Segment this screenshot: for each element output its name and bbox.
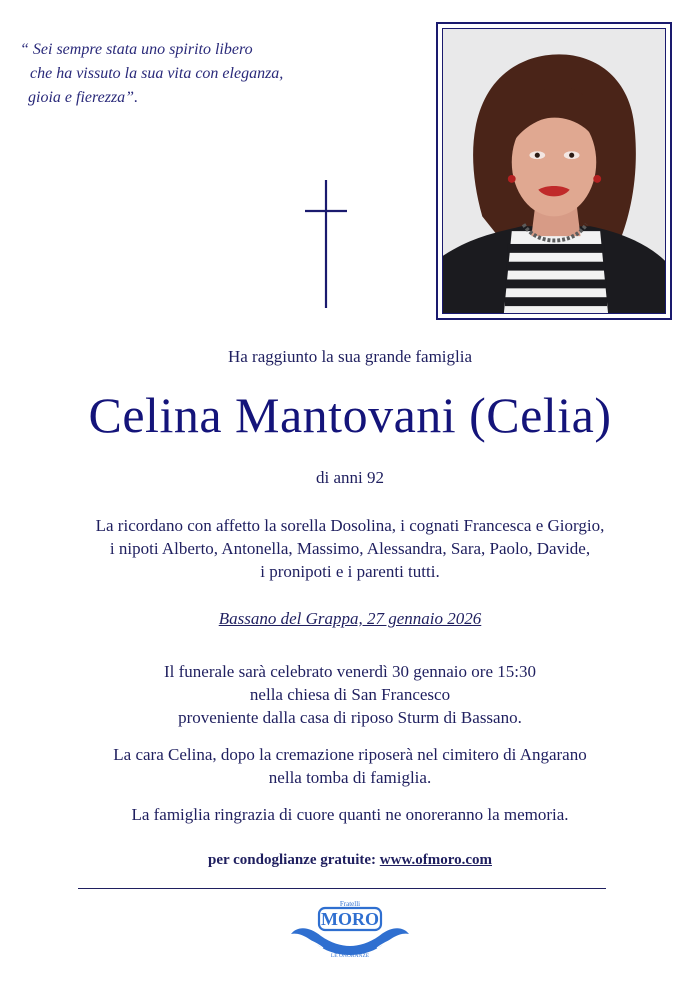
funeral-details [0, 660, 700, 729]
funeral-line: nella chiesa di San Francesco [249, 685, 451, 704]
relatives-line: i nipoti Alberto, Antonella, Massimo, Alessandra, Sara, Paolo, Davide, [109, 539, 591, 558]
logo-bottom-text: LE ONORANZE [330, 953, 370, 958]
funeral-line: proveniente dalla casa di riposo Sturm di Bassano. [178, 708, 522, 727]
quote-line: gioia e fierezza”. [28, 89, 139, 106]
condolences-line [0, 852, 700, 869]
burial-details [0, 743, 700, 789]
deceased-name: Celina Mantovani (Celia) [88, 387, 612, 443]
quote-line: “ Sei sempre stata uno spirito libero [20, 41, 253, 58]
memorial-quote [20, 38, 350, 110]
thanks-text: La famiglia ringrazia di cuore quanti ne onoreranno la memoria. [131, 805, 569, 824]
cross-icon [304, 180, 348, 308]
place-date: Bassano del Grappa, 27 gennaio 2026 [218, 609, 482, 628]
logo-top-text: Fratelli [339, 900, 361, 908]
portrait-photo-frame [436, 22, 672, 320]
quote-line: che ha vissuto la sua vita con eleganza, [30, 65, 284, 82]
funeral-line: Il funerale sarà celebrato venerdì 30 gennaio ore 15:30 [164, 662, 536, 681]
relatives-line: La ricordano con affetto la sorella Dosolina, i cognati Francesca e Giorgio, [95, 516, 605, 535]
burial-line: La cara Celina, dopo la cremazione riposerà nel cimitero di Angarano [113, 745, 587, 764]
condolences-label: per condoglianze gratuite: [208, 852, 377, 868]
moro-logo [287, 896, 413, 958]
intro-text: Ha raggiunto la sua grande famiglia [227, 347, 473, 366]
condolences-link[interactable]: www.ofmoro.com [379, 852, 492, 868]
burial-line: nella tomba di famiglia. [268, 768, 432, 787]
portrait-photo [443, 29, 665, 313]
relatives-line: i pronipoti e i parenti tutti. [260, 562, 440, 581]
age-text: di anni 92 [316, 468, 384, 487]
divider [78, 888, 606, 889]
relatives-paragraph [0, 514, 700, 583]
logo-main-text: MORO [321, 909, 379, 929]
